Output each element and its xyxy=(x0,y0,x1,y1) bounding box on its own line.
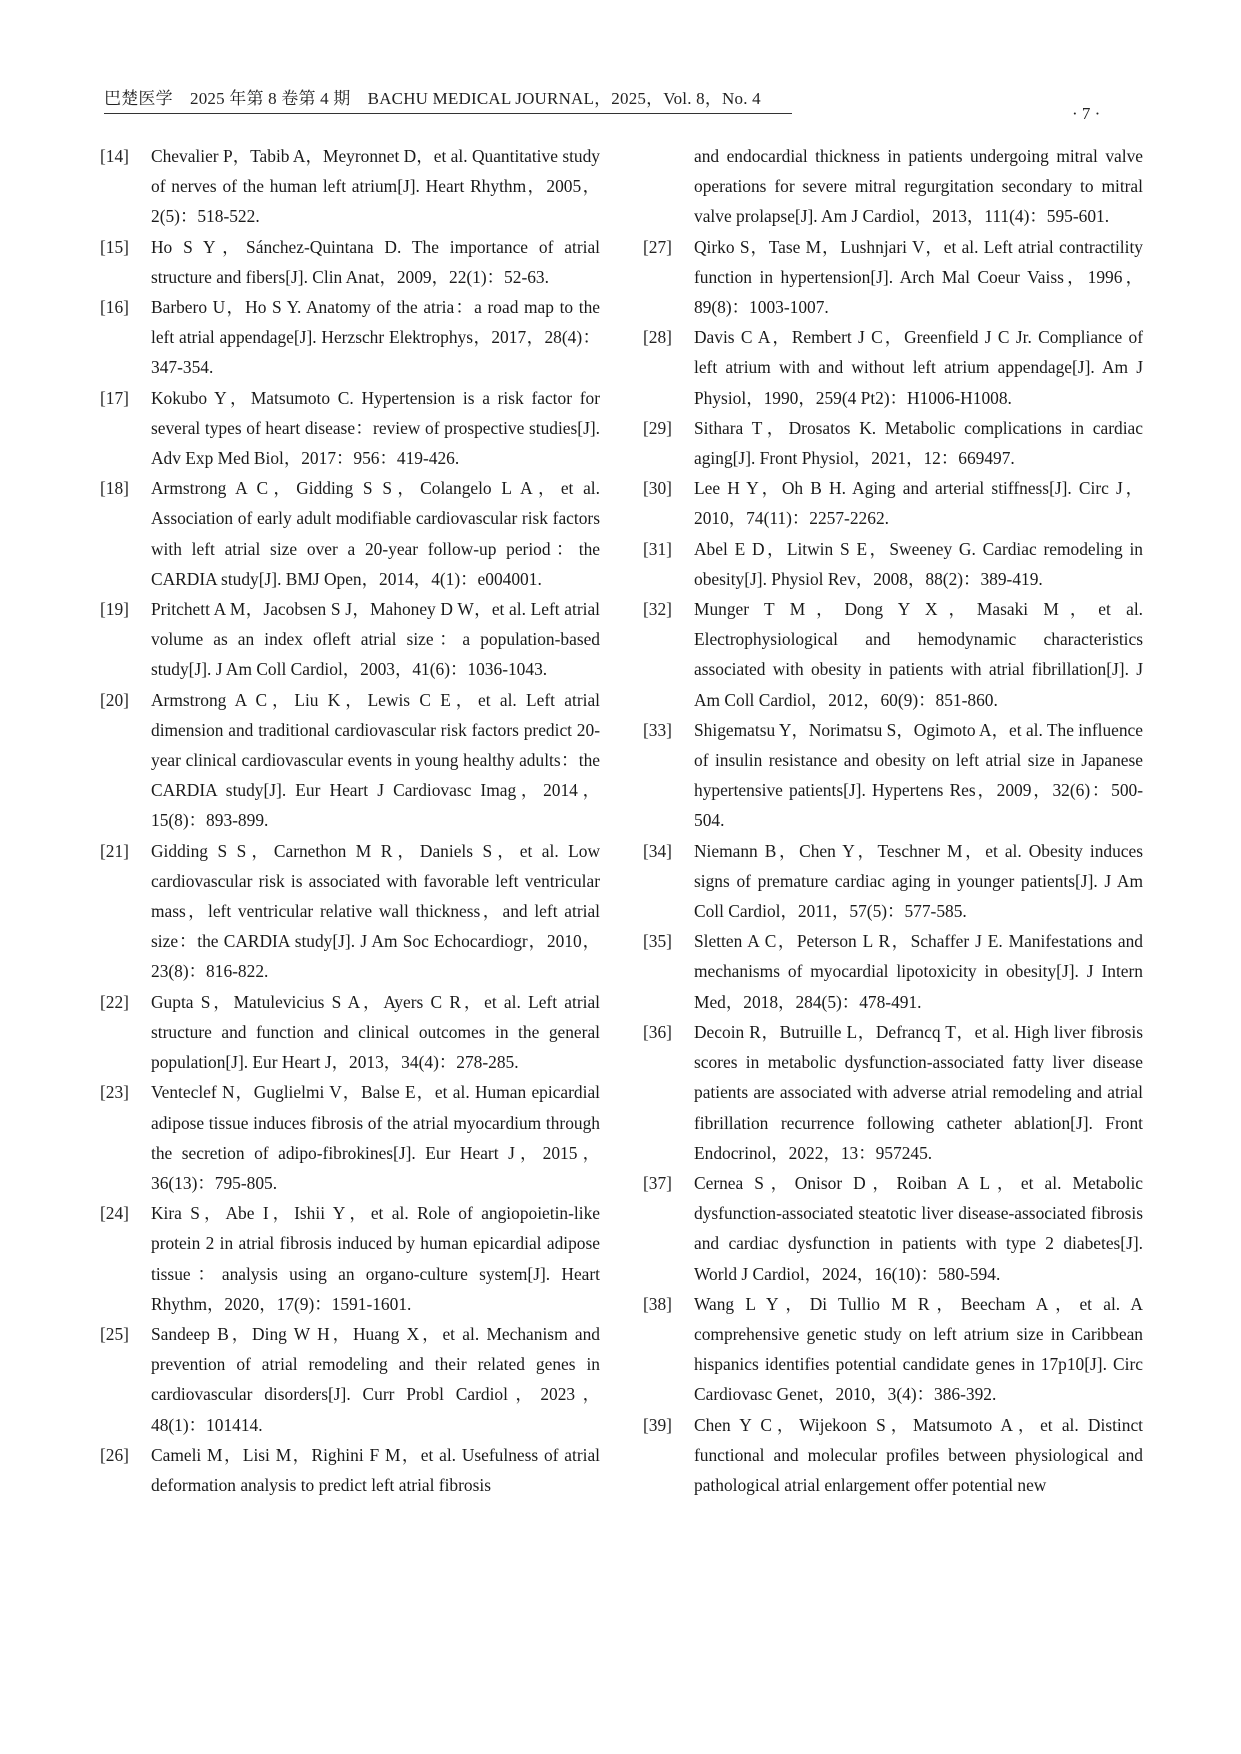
reference-entry xyxy=(100,292,600,383)
reference-entry xyxy=(643,1410,1143,1501)
reference-entry xyxy=(100,836,600,987)
reference-number: [29] xyxy=(643,417,672,438)
reference-entry xyxy=(100,141,600,232)
reference-text: Armstrong A C，Liu K，Lewis C E，et al. Left atrial dimension and traditional cardiovascular risk factors predict 20-year clinical cardiovascular events in young healthy adults：the CARDIA study[J]. Eur Heart J Cardiovasc Imag，2014，15(8)：893-899. xyxy=(151,689,600,831)
reference-entry xyxy=(100,383,600,474)
references-left-column xyxy=(100,141,600,1500)
running-head: 巴楚医学 2025 年第 8 卷第 4 期 BACHU MEDICAL JOURNAL，2025，Vol. 8，No. 4 xyxy=(104,89,761,108)
reference-entry xyxy=(643,322,1143,413)
reference-number: [19] xyxy=(100,599,129,620)
reference-text: Kokubo Y，Matsumoto C. Hypertension is a risk factor for several types of heart disease：review of prospective studies[J]. Adv Exp Med Biol，2017：956：419-426. xyxy=(151,387,600,469)
reference-number: [36] xyxy=(643,1021,672,1042)
reference-number: [18] xyxy=(100,478,129,499)
reference-text: Davis C A，Rembert J C，Greenfield J C Jr. Compliance of left atrium with and without left atrium appendage[J]. Am J Physiol，1990，259(4 Pt2)：H1006-H1008. xyxy=(694,327,1143,408)
reference-text: Pritchett A M，Jacobsen S J，Mahoney D W，et al. Left atrial volume as an index ofleft atrial size：a population-based study[J]. J Am Coll Cardiol，2003，41(6)：1036-1043. xyxy=(151,599,600,680)
reference-entry xyxy=(100,987,600,1078)
reference-text: Gidding S S，Carnethon M R，Daniels S，et al. Low cardiovascular risk is associated with favorable left ventricular mass，left ventricular relative wall thickness，and left atrial size：the CARDIA study[J]. J Am Soc Echocardiogr，2010，23(8)：816-822. xyxy=(151,840,600,982)
reference-entry xyxy=(643,413,1143,473)
reference-text: and endocardial thickness in patients undergoing mitral valve operations for severe mitral regurgitation secondary to mitral valve prolapse[J]. Am J Cardiol，2013，111(4)：595-601. xyxy=(694,146,1143,227)
reference-number: [22] xyxy=(100,991,129,1012)
reference-number: [31] xyxy=(643,538,672,559)
reference-entry xyxy=(100,473,600,594)
reference-number: [27] xyxy=(643,236,672,257)
reference-text: Sithara T，Drosatos K. Metabolic complications in cardiac aging[J]. Front Physiol，2021，12：669497. xyxy=(694,417,1143,469)
reference-entry-continued xyxy=(643,141,1143,232)
reference-number: [25] xyxy=(100,1323,129,1344)
reference-text: Kira S，Abe I，Ishii Y，et al. Role of angiopoietin-like protein 2 in atrial fibrosis induced by human epicardial adipose tissue：analysis using an organo-culture system[J]. Heart Rhythm，2020，17(9)：1591-1601. xyxy=(151,1203,600,1314)
reference-number: [38] xyxy=(643,1293,672,1314)
reference-entry xyxy=(100,594,600,685)
reference-number: [17] xyxy=(100,387,129,408)
header-rule xyxy=(104,113,792,114)
reference-text: Shigematsu Y，Norimatsu S，Ogimoto A，et al. The influence of insulin resistance and obesity on left atrial size in Japanese hypertensive patients[J]. Hypertens Res，2009，32(6)：500-504. xyxy=(694,719,1143,831)
reference-number: [16] xyxy=(100,297,129,318)
reference-text: Munger T M，Dong Y X，Masaki M，et al. Electrophysiological and hemodynamic characteristics associated with obesity in patients with atrial fibrillation[J]. J Am Coll Cardiol，2012，60(9)：851-860. xyxy=(694,599,1143,710)
reference-text: Decoin R，Butruille L，Defrancq T，et al. High liver fibrosis scores in metabolic dysfunction-associated fatty liver disease patients are associated with adverse atrial remodeling and atrial fibrillation recurrence following catheter ablation[J]. Front Endocrinol，2022，13：957245. xyxy=(694,1021,1143,1163)
reference-number: [23] xyxy=(100,1082,129,1103)
reference-number: [34] xyxy=(643,840,672,861)
reference-text: Sandeep B，Ding W H，Huang X，et al. Mechanism and prevention of atrial remodeling and their related genes in cardiovascular disorders[J]. Curr Probl Cardiol，2023，48(1)：101414. xyxy=(151,1323,600,1435)
reference-entry xyxy=(100,1319,600,1440)
reference-text: Barbero U，Ho S Y. Anatomy of the atria：a road map to the left atrial appendage[J]. Herzschr Elektrophys，2017，28(4)：347-354. xyxy=(151,297,600,378)
reference-text: Cameli M，Lisi M，Righini F M，et al. Usefulness of atrial deformation analysis to predict left atrial fibrosis xyxy=(151,1444,600,1495)
reference-text: Abel E D，Litwin S E，Sweeney G. Cardiac remodeling in obesity[J]. Physiol Rev，2008，88(2)：389-419. xyxy=(694,538,1143,589)
reference-number: [14] xyxy=(100,146,129,166)
reference-number: [28] xyxy=(643,327,672,348)
reference-text: Wang L Y，Di Tullio M R，Beecham A，et al. A comprehensive genetic study on left atrium size in Caribbean hispanics identifies potential candidate genes in 17p10[J]. Circ Cardiovasc Genet，2010，3(4)：386-392. xyxy=(694,1293,1143,1405)
reference-entry xyxy=(643,232,1143,323)
reference-text: Chevalier P，Tabib A，Meyronnet D，et al. Quantitative study of nerves of the human left atrium[J]. Heart Rhythm，2005，2(5)：518-522. xyxy=(151,146,600,227)
reference-text: Armstrong A C，Gidding S S，Colangelo L A，et al. Association of early adult modifiable cardiovascular risk factors with left atrial size over a 20-year follow-up period：the CARDIA study[J]. BMJ Open，2014，4(1)：e004001. xyxy=(151,478,600,589)
reference-text: Venteclef N，Guglielmi V，Balse E，et al. Human epicardial adipose tissue induces fibrosis of the atrial myocardium through the secretion of adipo-fibrokines[J]. Eur Heart J，2015，36(13)：795-805. xyxy=(151,1082,600,1193)
reference-number: [24] xyxy=(100,1203,129,1224)
reference-number: [26] xyxy=(100,1444,129,1465)
reference-entry xyxy=(100,685,600,836)
reference-text: Chen Y C，Wijekoon S，Matsumoto A，et al. Distinct functional and molecular profiles between physiological and pathological atrial enlargement offer potential new xyxy=(694,1414,1143,1495)
reference-number: [35] xyxy=(643,931,672,952)
reference-entry xyxy=(100,1077,600,1198)
reference-number: [37] xyxy=(643,1172,672,1193)
reference-text: Cernea S，Onisor D，Roiban A L，et al. Metabolic dysfunction-associated steatotic liver disease-associated fibrosis and cardiac dysfunction in patients with type 2 diabetes[J]. World J Cardiol，2024，16(10)：580-594. xyxy=(694,1172,1143,1284)
reference-number: [32] xyxy=(643,599,672,620)
reference-text: Ho S Y，Sánchez-Quintana D. The importance of atrial structure and fibers[J]. Clin Anat，2009，22(1)：52-63. xyxy=(151,236,600,287)
reference-text: Gupta S，Matulevicius S A，Ayers C R，et al. Left atrial structure and function and clinical outcomes in the general population[J]. Eur Heart J，2013，34(4)：278-285. xyxy=(151,991,600,1073)
reference-entry xyxy=(643,534,1143,594)
reference-number: [30] xyxy=(643,478,672,499)
reference-text: Qirko S，Tase M，Lushnjari V，et al. Left atrial contractility function in hypertension[J]. Arch Mal Coeur Vaiss，1996，89(8)：1003-1007. xyxy=(694,236,1143,318)
reference-number: [39] xyxy=(643,1414,672,1435)
reference-entry xyxy=(100,1440,600,1500)
reference-entry xyxy=(643,473,1143,533)
reference-entry xyxy=(643,1017,1143,1168)
reference-entry xyxy=(643,1168,1143,1289)
reference-number: [20] xyxy=(100,689,129,710)
reference-text: Lee H Y，Oh B H. Aging and arterial stiffness[J]. Circ J，2010，74(11)：2257-2262. xyxy=(694,478,1143,529)
reference-number: [33] xyxy=(643,719,672,740)
reference-entry xyxy=(643,594,1143,715)
reference-entry xyxy=(643,836,1143,927)
page-number: · 7 · xyxy=(1072,104,1101,123)
reference-text: Niemann B，Chen Y，Teschner M，et al. Obesity induces signs of premature cardiac aging in younger patients[J]. J Am Coll Cardiol，2011，57(5)：577-585. xyxy=(694,840,1143,922)
reference-entry xyxy=(100,232,600,292)
reference-number: [21] xyxy=(100,840,129,861)
reference-text: Sletten A C，Peterson L R，Schaffer J E. Manifestations and mechanisms of myocardial lipotoxicity in obesity[J]. J Intern Med，2018，284(5)：478-491. xyxy=(694,931,1143,1012)
reference-number: [15] xyxy=(100,236,129,257)
reference-entry xyxy=(643,715,1143,836)
reference-entry xyxy=(643,1289,1143,1410)
reference-entry xyxy=(100,1198,600,1319)
reference-entry xyxy=(643,926,1143,1017)
references-right-column xyxy=(643,141,1143,1500)
